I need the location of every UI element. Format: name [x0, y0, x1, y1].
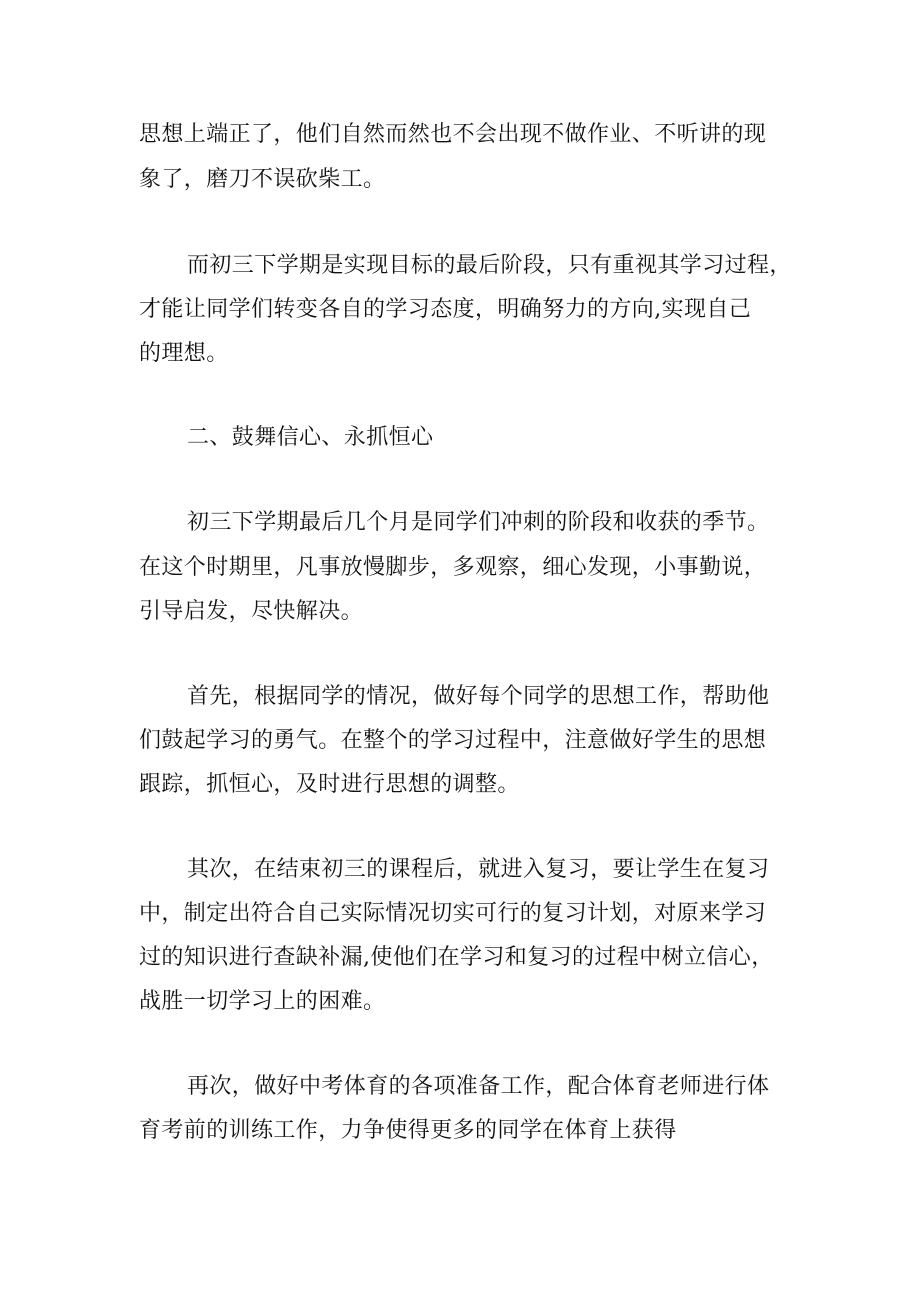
text-line: 战胜一切学习上的困难。 [139, 989, 386, 1014]
text-line: 思想上端正了，他们自然而然也不会出现不做作业、不听讲的现 [139, 122, 767, 147]
text-line: 首先，根据同学的情况，做好每个同学的思想工作，帮助他 [187, 684, 770, 709]
text-line: 过的知识进行查缺补漏,使他们在学习和复习的过程中树立信心， [139, 945, 774, 970]
section-heading: 二、鼓舞信心、永抓恒心 [187, 425, 434, 450]
text-line: 在这个时期里，凡事放慢脚步，多观察，细心发现，小事勤说， [139, 555, 767, 580]
text-line: 跟踪，抓恒心，及时进行思想的调整。 [139, 772, 520, 797]
text-line: 象了，磨刀不误砍柴工。 [139, 167, 386, 192]
text-line: 引导启发，尽快解决。 [139, 599, 364, 624]
text-line: 的理想。 [139, 341, 229, 366]
text-line: 而初三下学期是实现目标的最后阶段，只有重视其学习过程， [187, 253, 792, 278]
text-line: 们鼓起学习的勇气。在整个的学习过程中，注意做好学生的思想 [139, 728, 767, 753]
text-line: 再次，做好中考体育的各项准备工作，配合体育老师进行体 [187, 1074, 770, 1099]
text-line: 才能让同学们转变各自的学习态度，明确努力的方向,实现自己 [139, 297, 752, 322]
text-line: 育考前的训练工作，力争使得更多的同学在体育上获得 [139, 1118, 677, 1143]
text-line: 其次，在结束初三的课程后，就进入复习，要让学生在复习 [187, 857, 770, 882]
text-line: 初三下学期最后几个月是同学们冲刺的阶段和收获的季节。 [187, 510, 770, 535]
text-line: 中，制定出符合自己实际情况切实可行的复习计划，对原来学习 [139, 901, 767, 926]
